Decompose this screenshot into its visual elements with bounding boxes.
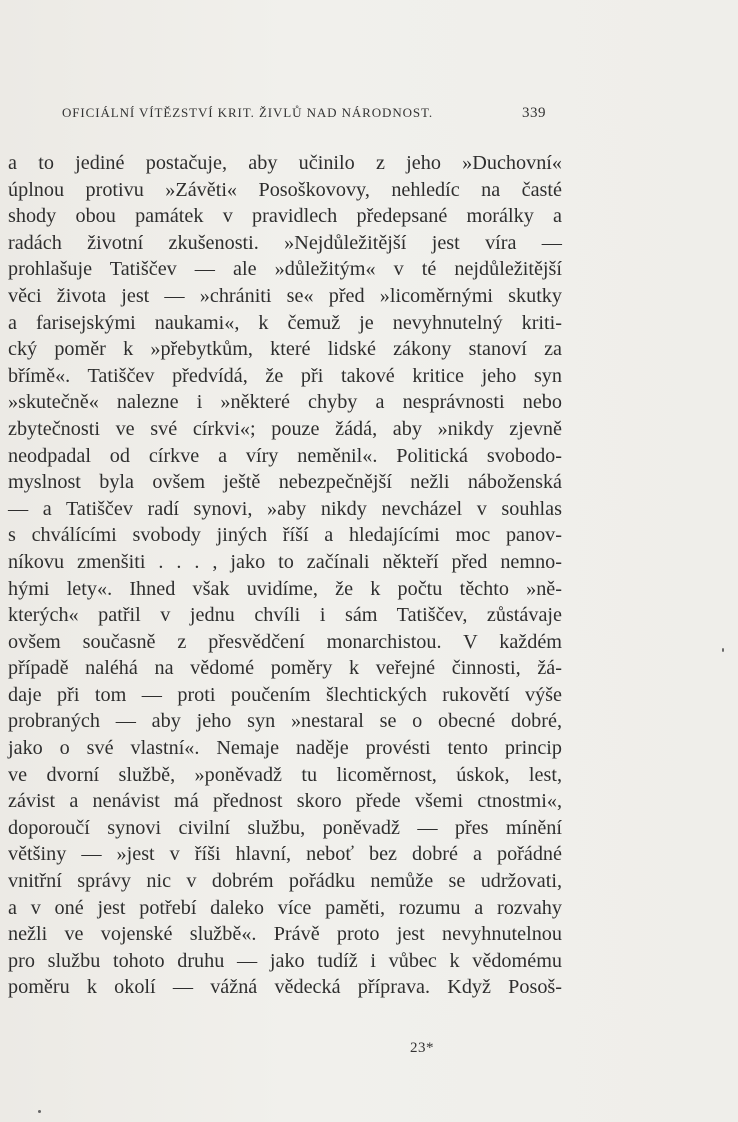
text-line: jako o své vlastní«. Nemaje naděje provésti tento princip bbox=[8, 737, 562, 760]
text-line: s chválícími svobody jiných říší a hledajícími moc panov- bbox=[8, 524, 562, 547]
text-line: daje při tom — proti poučením šlechtických rukovětí výše bbox=[8, 683, 562, 706]
text-line: neodpadal od církve a víry neměnil«. Politická svobodo- bbox=[8, 444, 562, 467]
text-line: zbytečnosti ve své církvi«; pouze žádá, aby »nikdy zjevně bbox=[8, 417, 562, 440]
text-line: hými lety«. Ihned však uvidíme, že k počtu těchto »ně- bbox=[8, 577, 562, 600]
running-header bbox=[62, 105, 546, 122]
text-line: probraných — aby jeho syn »nestaral se o obecné dobré, bbox=[8, 710, 562, 733]
text-line: pro službu tohoto druhu — jako tudíž i vůbec k vědomému bbox=[8, 949, 562, 972]
text-line: prohlašuje Tatiščev — ale »důležitým« v té nejdůležitější bbox=[8, 258, 562, 281]
text-line: — a Tatiščev radí synovi, »aby nikdy nevcházel v souhlas bbox=[8, 497, 562, 520]
text-line: doporoučí synovi civilní službu, poněvadž — přes mínění bbox=[8, 816, 562, 839]
text-line: níkovu zmenšiti . . . , jako to začínali někteří před nemno- bbox=[8, 550, 562, 573]
text-line: »skutečně« nalezne i »některé chyby a nesprávnosti nebo bbox=[8, 391, 562, 414]
paper-speck bbox=[38, 1110, 41, 1113]
text-line: a farisejskými naukami«, k čemuž je nevyhnutelný kriti- bbox=[8, 311, 562, 334]
text-line: a to jediné postačuje, aby učinilo z jeho »Duchovní« bbox=[8, 152, 562, 174]
paper-speck bbox=[722, 648, 724, 652]
text-line: ovšem současně z přesvědčení monarchistou. V každém bbox=[8, 630, 562, 653]
text-line: a v oné jest potřebí daleko více paměti, rozumu a rozvahy bbox=[8, 896, 562, 919]
text-line: břímě«. Tatiščev předvídá, že při takové kritice jeho syn bbox=[8, 364, 562, 387]
text-line: shody obou památek v pravidlech předepsané morálky a bbox=[8, 205, 562, 228]
chapter-title: OFICIÁLNÍ VÍTĚZSTVÍ KRIT. ŽIVLŮ NAD NÁRODNOST. bbox=[62, 105, 434, 120]
text-line: nežli ve vojenské službě«. Právě proto jest nevyhnutelnou bbox=[8, 923, 562, 946]
text-line: cký poměr k »přebytkům, které lidské zákony stanoví za bbox=[8, 338, 562, 361]
text-line: myslnost byla ovšem ještě nebezpečnější nežli náboženská bbox=[8, 471, 562, 494]
body-text bbox=[8, 150, 562, 1001]
text-line: případě naléhá na vědomé poměry k veřejné činnosti, žá- bbox=[8, 657, 562, 680]
text-line: kterých« patřil v jednu chvíli i sám Tatiščev, zůstávaje bbox=[8, 604, 562, 627]
text-line: úplnou protivu »Závěti« Posoškovovy, nehledíc na časté bbox=[8, 178, 562, 201]
text-line: radách životní zkušenosti. »Nejdůležitější jest víra — bbox=[8, 231, 562, 254]
text-line: poměru k okolí — vážná vědecká příprava. Když Posoš- bbox=[8, 976, 562, 999]
page-number: 339 bbox=[522, 105, 546, 121]
text-line: vnitřní správy nic v dobrém pořádku nemůže se udržovati, bbox=[8, 870, 562, 893]
text-line: závist a nenávist má přednost skoro přede všemi ctnostmi«, bbox=[8, 790, 562, 813]
text-line: ve dvorní službě, »poněvadž tu licoměrnost, úskok, lest, bbox=[8, 763, 562, 786]
text-line: většiny — »jest v říši hlavní, neboť bez dobré a pořádné bbox=[8, 843, 562, 866]
text-line: věci života jest — »chrániti se« před »licoměrnými skutky bbox=[8, 284, 562, 307]
signature-mark: 23* bbox=[410, 1040, 434, 1056]
